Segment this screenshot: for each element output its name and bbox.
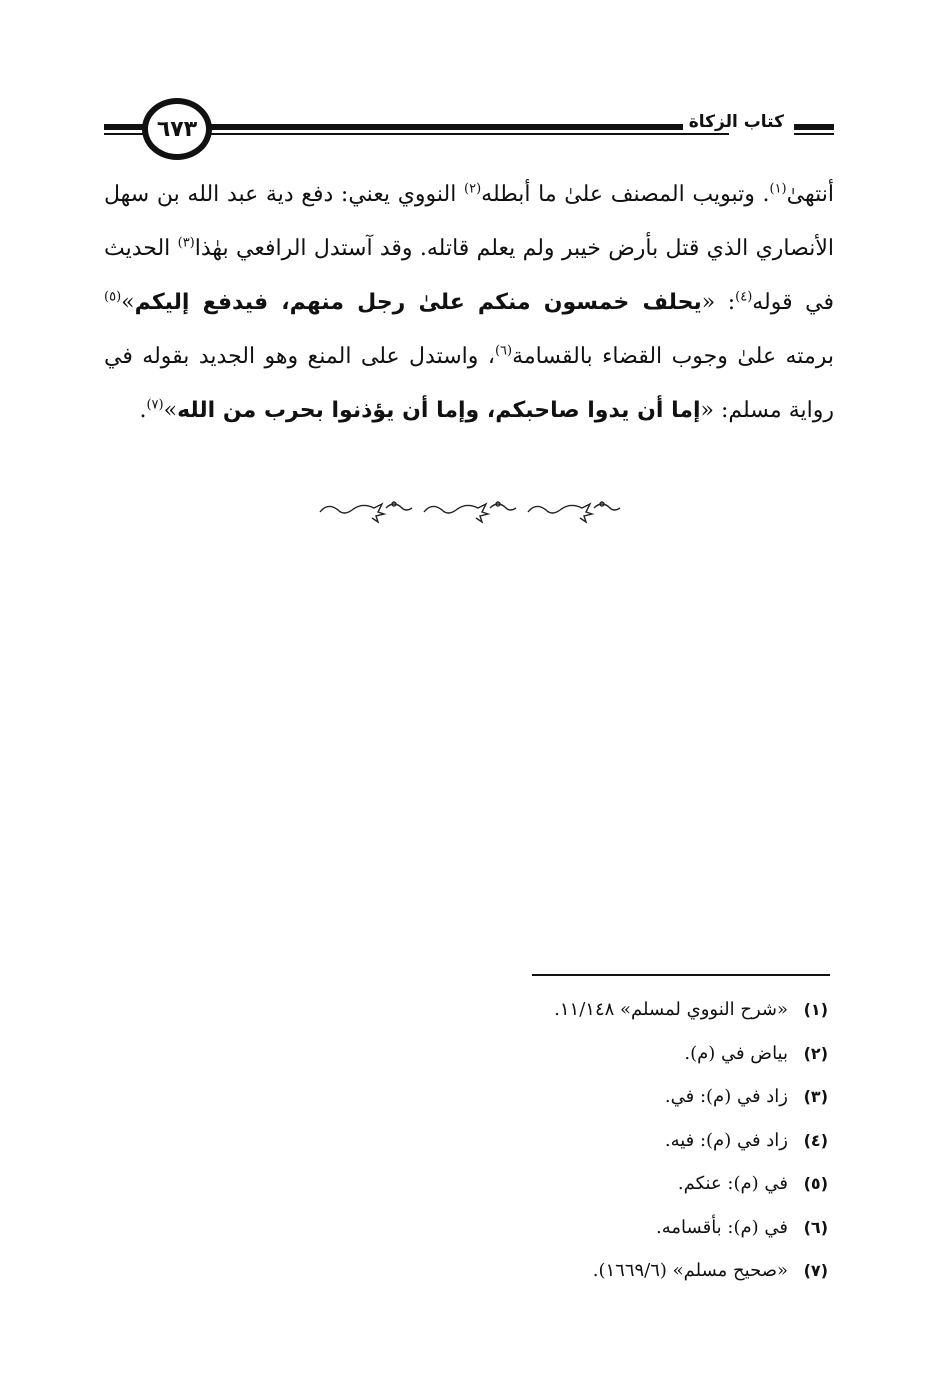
footnote-number: (٢)	[803, 1043, 828, 1063]
footnote-number: (٧)	[803, 1261, 828, 1280]
body-text: أنتهىٰ	[786, 182, 834, 207]
footnote	[228, 1162, 828, 1206]
header-rule	[104, 133, 144, 135]
body-text: النووي يعني: دفع دية عبد الله بن سهل الأنصاري الذي قتل بأرض خيبر ولم يعلم قاتله. وقد آستدل الرافعي بهٰذا	[104, 182, 834, 261]
footnote-ref: (٤)	[735, 289, 753, 305]
footnote	[228, 1075, 828, 1119]
header-rule	[204, 133, 729, 135]
footnote-text: زاد في (م): فيه.	[664, 1129, 788, 1151]
hadith-quote: يحلف خمسون منكم علىٰ رجل منهم، فيدفع إليكم	[134, 290, 702, 315]
body-text: . وتبويب المصنف علىٰ ما أبطله	[481, 182, 770, 207]
body-text: برمته علىٰ وجوب القضاء بالقسامة	[512, 344, 834, 369]
footnote-number: (٤)	[803, 1130, 828, 1150]
footnote-text: في (م): بأقسامه.	[656, 1216, 788, 1238]
page-number: ٦٧٣	[156, 116, 198, 142]
page-header	[104, 98, 834, 178]
footnote-ref: (١)	[769, 181, 787, 197]
body-paragraph	[104, 168, 834, 438]
footnote	[228, 1119, 828, 1163]
ornament-divider-icon	[316, 494, 626, 526]
footnote	[228, 1032, 828, 1076]
body-text: الحديث في قوله	[104, 236, 834, 315]
header-rule	[794, 133, 834, 135]
footnote-ref: (٦)	[494, 343, 513, 359]
header-rule	[204, 124, 729, 130]
ornament-segment	[424, 502, 516, 522]
page-number-badge	[142, 98, 212, 160]
header-rule	[794, 124, 834, 130]
footnote-text: زاد في (م): في.	[664, 1086, 788, 1107]
footnote-ref: (٥)	[104, 289, 122, 305]
footnote-number: (١)	[803, 1000, 828, 1019]
ornament-segment	[320, 502, 412, 522]
footnote-number: (٥)	[803, 1174, 828, 1193]
body-text: .	[139, 398, 147, 423]
footnote-text: في (م): عنكم.	[677, 1173, 788, 1194]
footnote-text: «شرح النووي لمسلم» ١١/١٤٨.	[554, 999, 788, 1020]
footnote-text: «صحيح مسلم» (١٦٦٩/٦).	[592, 1260, 788, 1281]
ornament-segment	[528, 502, 620, 522]
footnote	[228, 1206, 828, 1250]
body-text: »	[121, 290, 135, 315]
footnotes	[228, 988, 828, 1293]
hadith-quote: إما أن يدوا صاحبكم، وإما أن يؤذنوا بحرب من الله	[177, 398, 701, 423]
book-title: كتاب الزكاة	[683, 112, 790, 132]
header-rule	[104, 124, 144, 130]
footnote-text: بياض في (م).	[684, 1042, 788, 1064]
footnote	[228, 988, 828, 1032]
footnote-ref: (٣)	[177, 235, 195, 251]
footnote-number: (٦)	[803, 1217, 828, 1237]
body-text: ، واستدل على المنع وهو الجديد بقوله في رواية مسلم: «	[104, 344, 834, 423]
footnote-number: (٣)	[803, 1087, 828, 1106]
body-text: »	[163, 398, 178, 423]
footnote-separator	[532, 974, 830, 976]
footnote	[228, 1249, 828, 1293]
footnote-ref: (٢)	[464, 181, 482, 197]
footnote-ref: (٧)	[146, 397, 164, 413]
body-text: : «	[701, 290, 736, 315]
